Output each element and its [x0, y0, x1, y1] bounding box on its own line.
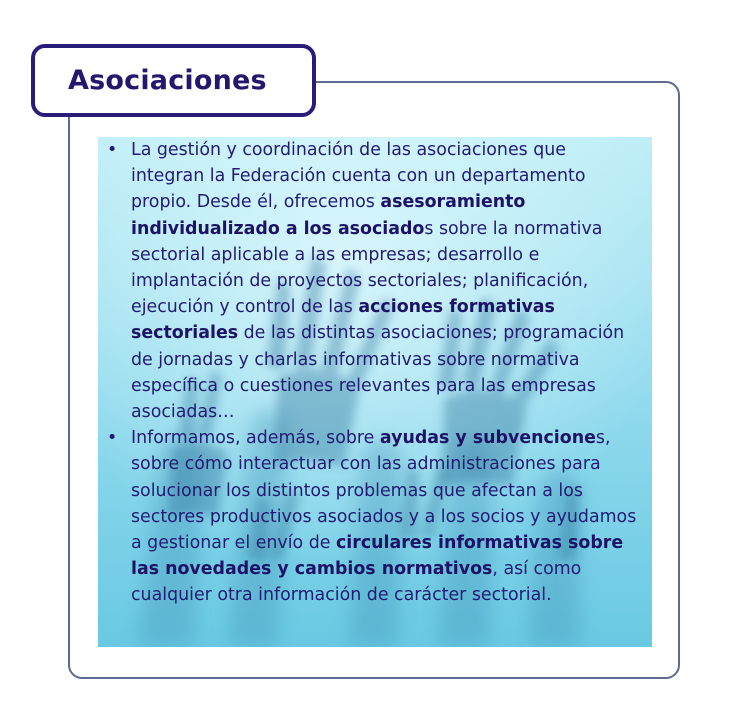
bold-text-segment: acciones formativas sectoriales — [131, 297, 555, 344]
bullet-list — [107, 137, 642, 609]
bullet-dot-icon: • — [107, 428, 118, 449]
section-title: Asociaciones — [68, 65, 267, 96]
bold-text-segment: ayudas y subvencione — [379, 428, 596, 449]
text-segment: s sobre la normativa sectorial aplicable a las empresas; desarrollo e implantación de proyectos sectoriales; planificación, ejecución y control de las — [131, 218, 603, 318]
text-segment: Informamos, además, sobre — [131, 428, 380, 449]
text-segment: de las distintas asociaciones; programación de jornadas y charlas informativas sobre normativa específica o cuestiones relevantes para las empresas asociadas… — [131, 323, 625, 423]
bullet-dot-icon: • — [107, 140, 118, 160]
text-panel — [98, 137, 652, 647]
bullet-item-2 — [107, 425, 642, 608]
bullet-item-1 — [107, 137, 642, 425]
text-segment: , así como cualquier otra información de carácter sectorial. — [131, 559, 582, 606]
bullet-list-container — [98, 137, 652, 609]
text-segment: s, sobre cómo interactuar con las administraciones para solucionar los distintos problemas que afectan a los sectores productivos asociados y a los socios y ayudamos a gestionar el envío de — [131, 428, 637, 554]
bold-text-segment: asesoramiento individualizado a los asociado — [131, 192, 526, 239]
section-title-tab — [31, 44, 316, 117]
text-segment: La gestión y coordinación de las asociaciones que integran la Federación cuenta con un departamento propio. Desde él, ofrecemos — [131, 140, 586, 213]
bold-text-segment: circulares informativas sobre las novedades y cambios normativos — [131, 533, 624, 580]
